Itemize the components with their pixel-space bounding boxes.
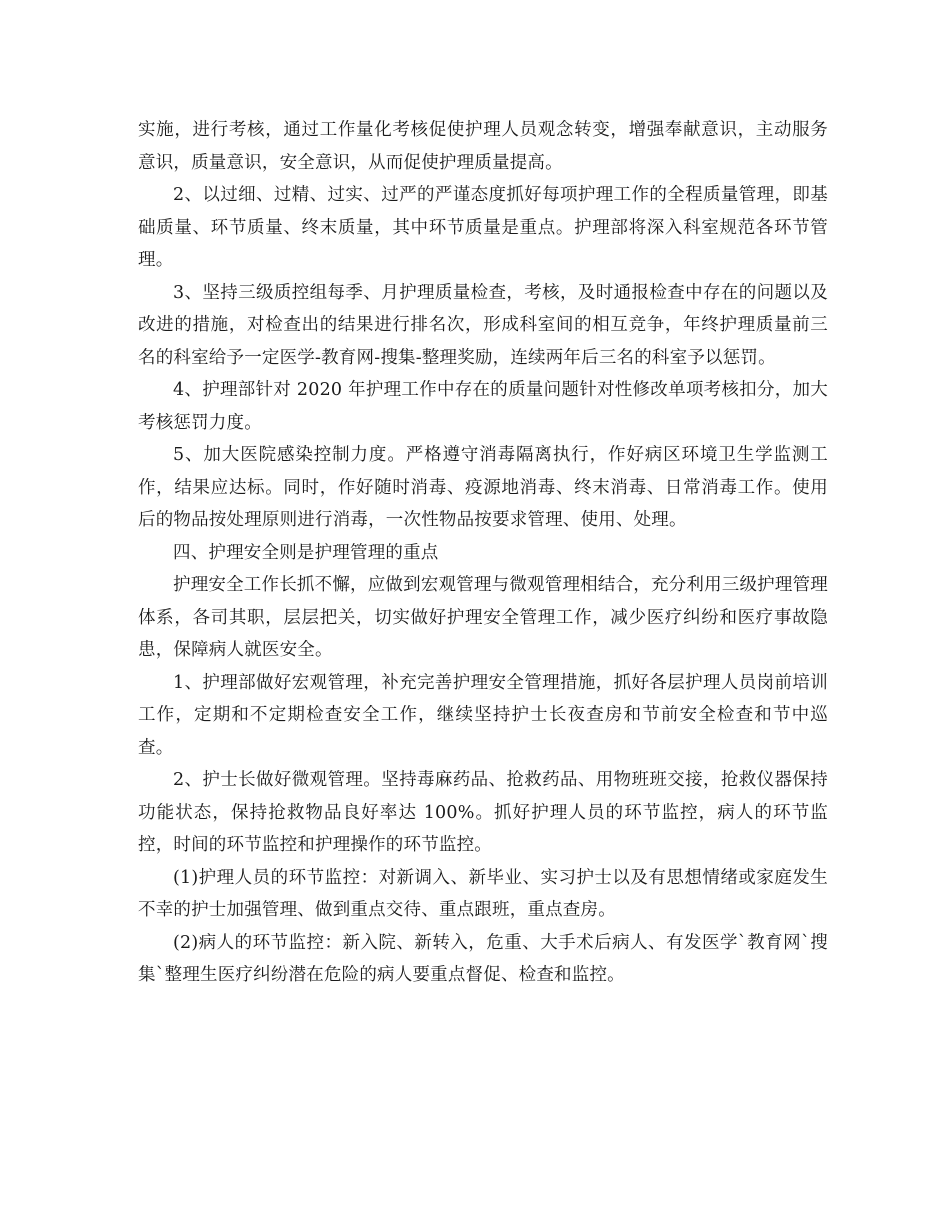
paragraph-subitem-1: (1)护理人员的环节监控：对新调入、新毕业、实习护士以及有思想情绪或家庭发生不幸的护士加强管理、做到重点交待、重点跟班，重点查房。 — [138, 867, 828, 920]
paragraph-item-5: 5、加大医院感染控制力度。严格遵守消毒隔离执行，作好病区环境卫生学监测工作，结果应达标。同时，作好随时消毒、疫源地消毒、终末消毒、日常消毒工作。使用后的物品按处理原则进行消毒，一次性物品按要求管理、使用、处理。 — [138, 445, 828, 530]
document-body — [138, 114, 828, 992]
paragraph-item-2: 2、以过细、过精、过实、过严的严谨态度抓好每项护理工作的全程质量管理，即基础质量、环节质量、终末质量，其中环节质量是重点。护理部将深入科室规范各环节管理。 — [138, 185, 828, 270]
paragraph-item-4: 4、护理部针对 2020 年护理工作中存在的质量问题针对性修改单项考核扣分，加大考核惩罚力度。 — [138, 380, 828, 433]
paragraph-safety-item-2: 2、护士长做好微观管理。坚持毒麻药品、抢救药品、用物班班交接，抢救仪器保持功能状态，保持抢救物品良好率达 100%。抓好护理人员的环节监控，病人的环节监控，时间的环节监控和护理操作的环节监控。 — [138, 770, 828, 855]
paragraph-item-3: 3、坚持三级质控组每季、月护理质量检查，考核，及时通报检查中存在的问题以及改进的措施，对检查出的结果进行排名次，形成科室间的相互竞争，年终护理质量前三名的科室给予一定医学-教育网-搜集-整理奖励，连续两年后三名的科室予以惩罚。 — [138, 282, 828, 368]
paragraph-continuation: 实施，进行考核，通过工作量化考核促使护理人员观念转变，增强奉献意识，主动服务意识，质量意识，安全意识，从而促使护理质量提高。 — [138, 120, 828, 173]
section-heading-four: 四、护理安全则是护理管理的重点 — [173, 542, 439, 563]
paragraph-safety-intro: 护理安全工作长抓不懈，应做到宏观管理与微观管理相结合，充分利用三级护理管理体系，各司其职，层层把关，切实做好护理安全管理工作，减少医疗纠纷和医疗事故隐患，保障病人就医安全。 — [138, 575, 828, 660]
paragraph-subitem-2: (2)病人的环节监控：新入院、新转入，危重、大手术后病人、有发医学`教育网`搜集`整理生医疗纠纷潜在危险的病人要重点督促、检查和监控。 — [138, 932, 828, 985]
paragraph-safety-item-1: 1、护理部做好宏观管理，补充完善护理安全管理措施，抓好各层护理人员岗前培训工作，定期和不定期检查安全工作，继续坚持护士长夜查房和节前安全检查和节中巡查。 — [138, 672, 828, 758]
